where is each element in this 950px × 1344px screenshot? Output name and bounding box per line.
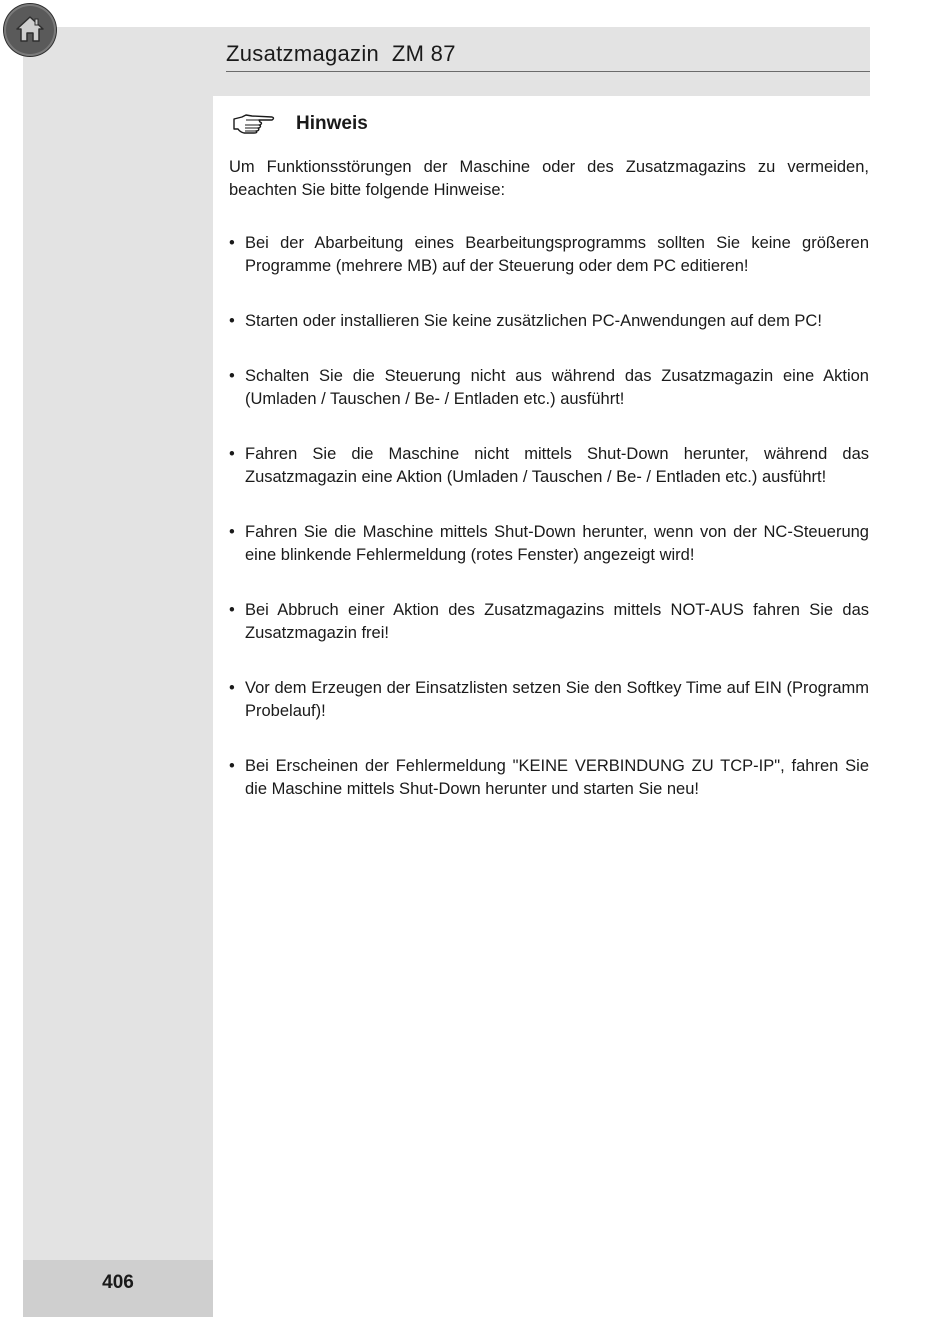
list-item-text: Bei Abbruch einer Aktion des Zusatzmagazins mittels NOT-AUS fahren Sie das Zusatzmagazin frei!	[245, 601, 869, 642]
list-item-text: Schalten Sie die Steuerung nicht aus während das Zusatzmagazin eine Aktion (Umladen / Tauschen / Be- / Entladen etc.) ausführt!	[245, 367, 869, 408]
main-content	[229, 156, 869, 833]
page-number: 406	[102, 1272, 134, 1293]
bullet-marker: •	[229, 757, 235, 775]
list-item	[229, 310, 869, 333]
list-item-text: Fahren Sie die Maschine mittels Shut-Down herunter, wenn von der NC-Steuerung eine blinkende Fehlermeldung (rotes Fenster) angezeigt wird!	[245, 523, 869, 564]
home-icon	[14, 13, 46, 45]
list-item	[229, 677, 869, 723]
bullet-marker: •	[229, 601, 235, 619]
list-item	[229, 365, 869, 411]
bullet-marker: •	[229, 445, 235, 463]
list-item-text: Bei Erscheinen der Fehlermeldung "KEINE VERBINDUNG ZU TCP-IP", fahren Sie die Maschine mittels Shut-Down herunter und starten Sie neu!	[245, 757, 869, 798]
bullet-marker: •	[229, 679, 235, 697]
page-number-box	[23, 1260, 213, 1317]
hint-heading: Hinweis	[296, 113, 368, 134]
bullet-marker: •	[229, 234, 235, 252]
list-item	[229, 443, 869, 489]
pointing-hand-icon	[232, 112, 276, 136]
bullet-marker: •	[229, 367, 235, 385]
list-item-text: Vor dem Erzeugen der Einsatzlisten setzen Sie den Softkey Time auf EIN (Programm Probelauf)!	[245, 679, 869, 720]
list-item	[229, 232, 869, 278]
bullet-marker: •	[229, 312, 235, 330]
page-title: Zusatzmagazin ZM 87	[226, 41, 456, 66]
header-divider	[226, 71, 870, 72]
list-item	[229, 755, 869, 801]
list-item-text: Bei der Abarbeitung eines Bearbeitungsprogramms sollten Sie keine größeren Programme (mehrere MB) auf der Steuerung oder dem PC editieren!	[245, 234, 869, 275]
list-item	[229, 599, 869, 645]
intro-paragraph: Um Funktionsstörungen der Maschine oder des Zusatzmagazins zu vermeiden, beachten Sie bitte folgende Hinweise:	[229, 158, 869, 199]
home-button[interactable]	[4, 4, 56, 56]
hint-list	[229, 232, 869, 801]
bullet-marker: •	[229, 523, 235, 541]
left-sidebar-band	[23, 27, 213, 1317]
list-item-text: Starten oder installieren Sie keine zusätzlichen PC-Anwendungen auf dem PC!	[245, 312, 822, 330]
list-item	[229, 521, 869, 567]
list-item-text: Fahren Sie die Maschine nicht mittels Shut-Down herunter, während das Zusatzmagazin eine Aktion (Umladen / Tauschen / Be- / Entladen etc.) ausführt!	[245, 445, 869, 486]
